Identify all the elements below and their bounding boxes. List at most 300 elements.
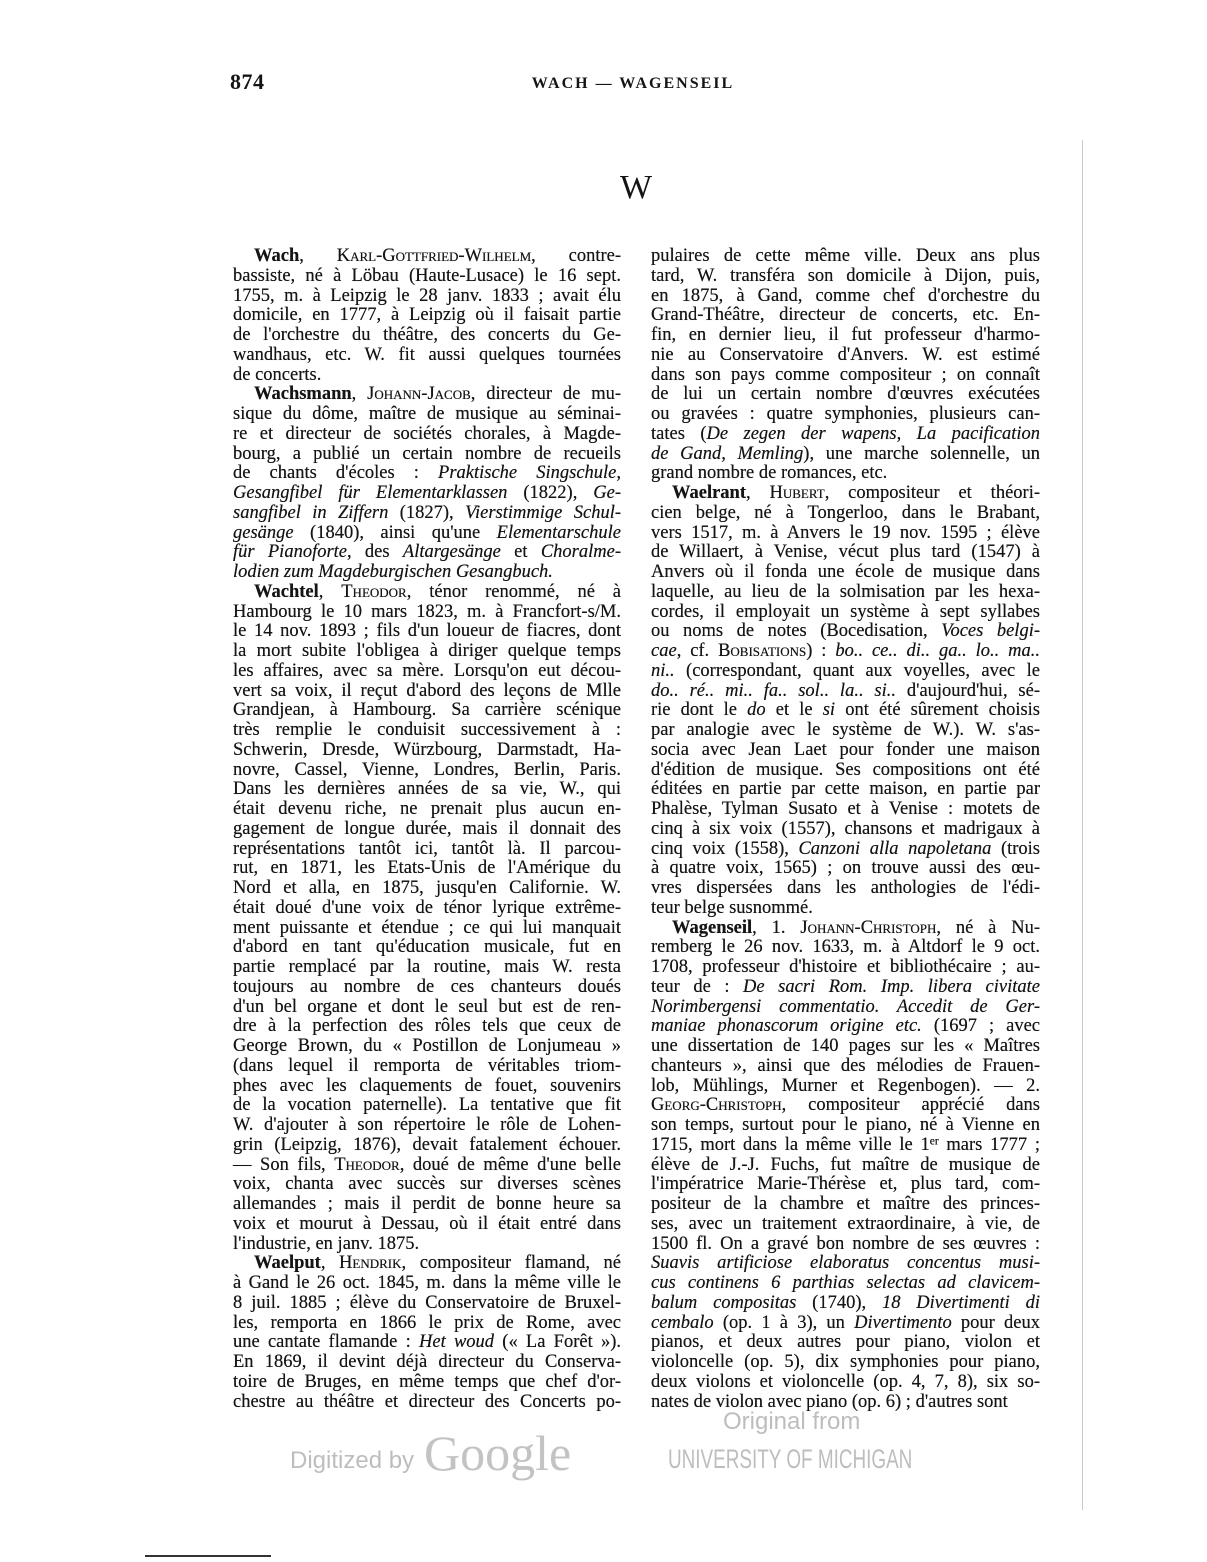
text-line	[233, 701, 621, 721]
text-line	[233, 366, 621, 386]
headword: Waelrant	[672, 483, 746, 503]
text-line	[651, 780, 1040, 800]
small-caps-name: Theodor	[334, 1154, 400, 1175]
text-run: , compositeur apprécié dans	[781, 1095, 1040, 1116]
entry-continuation	[651, 247, 1040, 484]
text-run: (« La Forêt »).	[494, 1332, 621, 1353]
small-caps-name: Johann-Jacob	[367, 384, 471, 405]
italic-text: balum compositas	[651, 1292, 797, 1313]
text-line	[233, 583, 621, 603]
text-line	[651, 425, 1040, 445]
text-line	[651, 622, 1040, 642]
text-run: , compositeur flamand, né	[401, 1253, 621, 1274]
text-run: vres dispersées dans les anthologies de l'édi-	[651, 878, 1040, 898]
text-line	[233, 603, 621, 623]
small-caps-name: Georg-Christoph	[651, 1095, 782, 1116]
text-line	[233, 721, 621, 741]
italic-text: cus continens 6 parthias selectas ad clavicem-	[651, 1273, 1040, 1293]
text-line	[651, 603, 1040, 623]
text-line	[233, 899, 621, 919]
text-line	[651, 958, 1040, 978]
small-caps-name: Theodor	[341, 581, 407, 602]
text-run: 8 juil. 1885 ; élève du Conservatoire de Bruxel-	[233, 1292, 621, 1313]
italic-text: maniae phonascorum origine etc.	[651, 1016, 922, 1037]
page-number: 874	[230, 69, 265, 94]
text-line	[651, 405, 1040, 425]
small-caps-name: Hendrik	[339, 1253, 402, 1274]
text-line	[651, 800, 1040, 820]
text-line	[233, 287, 621, 307]
text-run: 1500 fl. On a gravé bon nombre de ses œuvres :	[651, 1233, 1040, 1254]
text-run: violoncelle (op. 5), dix symphonies pour piano,	[651, 1352, 1040, 1372]
text-run: ou gravées : quatre symphonies, plusieurs can-	[651, 404, 1040, 424]
small-caps-name: Karl-Gottfried-Wilhelm	[336, 246, 532, 266]
institution-watermark: UNIVERSITY OF MICHIGAN	[668, 1444, 913, 1474]
text-line	[233, 998, 621, 1018]
italic-text: sangfibel in Ziffern	[233, 502, 389, 523]
text-run: (1827),	[388, 502, 466, 523]
text-line	[651, 1175, 1040, 1195]
italic-text: do.. ré.. mi.. fa.. sol.. la.. si..	[651, 680, 897, 701]
italic-text: do	[747, 700, 766, 721]
text-line	[651, 287, 1040, 307]
text-line	[651, 306, 1040, 326]
italic-text: Choralme-	[540, 542, 621, 563]
text-run: En 1869, il devint déjà directeur du Conserva-	[233, 1352, 621, 1372]
text-line	[233, 1037, 621, 1057]
text-run: en 1875, à Gand, comme chef d'orchestre du	[651, 285, 1040, 306]
text-run: (1697 ; avec	[921, 1016, 1040, 1037]
dictionary-entry	[233, 247, 621, 385]
text-run: représentations tantôt ici, tantôt là. Il parcou-	[233, 838, 621, 859]
italic-text: Ge-	[593, 483, 622, 503]
text-run: toujours au nombre de ces chanteurs doués	[233, 976, 621, 997]
text-run: domicile, en 1777, à Leipzig où il faisait partie	[233, 305, 621, 326]
italic-text: cae	[651, 641, 677, 661]
text-run: Schwerin, Dresde, Würzbourg, Darmstadt, Ha-	[233, 739, 621, 760]
italic-text: bo.. ce.. di.. ga.. lo.. ma..	[835, 641, 1040, 661]
google-logo-watermark: Google	[424, 1425, 572, 1481]
text-line	[651, 1274, 1040, 1294]
text-line	[651, 662, 1040, 682]
text-line	[233, 484, 621, 504]
text-line	[233, 1215, 621, 1235]
italic-text: gesänge	[233, 522, 294, 543]
text-run: de l'orchestre du théâtre, des concerts du Ge-	[233, 325, 621, 345]
page-edge-line	[1082, 140, 1083, 1510]
text-run: cordes, il employait un système à sept syllabes	[651, 601, 1040, 622]
text-line	[233, 780, 621, 800]
text-line	[651, 998, 1040, 1018]
text-line	[651, 1254, 1040, 1274]
text-run: ,	[299, 246, 337, 266]
text-run: socia avec Jean Laet pour fonder une maison	[651, 739, 1040, 760]
text-line	[233, 425, 621, 445]
text-line	[233, 1175, 621, 1195]
text-line	[233, 1254, 621, 1274]
text-line	[233, 1195, 621, 1215]
text-run: pulaires de cette même ville. Deux ans plus	[651, 246, 1040, 266]
text-run: les affaires, avec sa mère. Lorsqu'on eut décou-	[233, 660, 621, 681]
text-run: tates (	[651, 423, 707, 444]
text-run: (dans lequel il remporta de véritables triom-	[233, 1055, 621, 1076]
text-line	[233, 938, 621, 958]
text-line	[651, 267, 1040, 287]
text-line	[651, 1116, 1040, 1136]
text-run: ment puissante et étendue ; ce qui lui manquait	[233, 917, 621, 938]
headword: Wach	[254, 246, 300, 266]
text-line	[233, 1235, 621, 1255]
text-run: Anvers où il fonda une école de musique dans	[651, 562, 1040, 582]
italic-text: für Pianoforte	[233, 542, 348, 563]
text-line	[651, 741, 1040, 761]
column-right	[651, 247, 1040, 1412]
text-run: et	[500, 542, 541, 563]
text-run: wandhaus, etc. W. fit aussi quelques tournées	[233, 344, 621, 365]
text-line	[651, 1294, 1040, 1314]
text-run: teur belge susnommé.	[651, 897, 813, 918]
text-run: de la vocation paternelle). La tentative que fit	[233, 1095, 621, 1116]
text-run: — Son fils,	[233, 1154, 335, 1175]
text-line	[651, 1156, 1040, 1176]
text-run: , ténor renommé, né à	[406, 581, 622, 602]
text-run: toire de Bruges, en même temps que chef d'or-	[233, 1371, 621, 1392]
dictionary-entry	[233, 583, 621, 1255]
italic-text: de Gand, Memling	[651, 443, 804, 464]
text-run: nie au Conservatoire d'Anvers. W. est estimé	[651, 344, 1040, 365]
text-run: ,	[351, 384, 368, 405]
text-line	[233, 385, 621, 405]
text-line	[233, 820, 621, 840]
text-line	[233, 445, 621, 465]
dictionary-entry	[233, 1254, 621, 1412]
text-run: la mort subite l'obligea à diriger quelque temps	[233, 641, 621, 661]
text-run: pianos, et deux autres pour piano, violon et	[651, 1332, 1040, 1353]
text-line	[651, 326, 1040, 346]
text-run: , né à Nu-	[936, 917, 1041, 938]
text-run: l'industrie, en janv. 1875.	[233, 1233, 420, 1254]
text-run: à Gand le 26 oct. 1845, m. dans la même ville le	[233, 1273, 621, 1293]
text-line	[651, 1096, 1040, 1116]
text-line	[651, 1333, 1040, 1353]
text-run: fin, en dernier lieu, il fut professeur d'harmo-	[651, 325, 1040, 345]
text-run: d'un bel organe et dont le seul but est de ren-	[233, 996, 621, 1017]
text-line	[233, 1136, 621, 1156]
text-line	[233, 524, 621, 544]
text-run: Dans les dernières années de sa vie, W., qui	[233, 779, 621, 800]
text-run: rut, en 1871, les Etats-Unis de l'Amérique du	[233, 858, 621, 879]
text-run: 1755, m. à Leipzig le 28 janv. 1833 ; avait élu	[233, 285, 621, 306]
text-line	[651, 346, 1040, 366]
text-run: , des	[347, 542, 403, 563]
text-run: bourg, a publié un certain nombre de recueils	[233, 443, 621, 464]
text-run: chestre au théâtre et directeur des Concerts po-	[233, 1391, 621, 1412]
text-run: George Brown, du « Postillon de Lonjumeau »	[233, 1036, 621, 1056]
text-run: éditées en partie par cette maison, en partie par	[651, 779, 1040, 800]
text-line	[233, 662, 621, 682]
text-run: dre à la perfection des rôles tels que ceux de	[233, 1016, 621, 1037]
headword: Waelput	[254, 1253, 321, 1274]
text-run: était doué d'une voix de ténor lyrique extrême-	[233, 897, 621, 918]
text-run: nates de violon avec piano (op. 6) ; d'autres sont	[651, 1391, 1008, 1412]
text-line	[651, 1077, 1040, 1097]
text-run: allemandes ; mais il perdit de bonne heure sa	[233, 1194, 621, 1214]
text-run: Nord et alla, en 1875, jusqu'en Californie. W.	[233, 878, 621, 898]
italic-text: cembalo	[651, 1312, 714, 1333]
text-line	[651, 1195, 1040, 1215]
text-run: était devenu riche, ne prenait plus aucun en-	[233, 799, 621, 819]
text-line	[651, 761, 1040, 781]
text-run: sique du dôme, maître de musique au séminai-	[233, 404, 621, 424]
dictionary-entry	[651, 484, 1040, 919]
text-line	[233, 326, 621, 346]
text-line	[651, 1373, 1040, 1393]
text-run: de concerts.	[233, 364, 322, 385]
italic-text: Praktische Singschule,	[438, 463, 622, 484]
text-run: cien belge, né à Tongerloo, dans le Brabant,	[651, 502, 1040, 523]
headword: Wachsmann	[254, 384, 352, 405]
text-run: Hambourg le 10 mars 1823, m. à Francfort-s/M.	[233, 601, 621, 622]
text-run: tard, W. transféra son domicile à Dijon, puis,	[651, 265, 1040, 286]
italic-text: Norimbergensi commentatio. Accedit de Ger-	[651, 996, 1040, 1017]
text-run: deux violons et violoncelle (op. 4, 7, 8), six so-	[651, 1371, 1040, 1392]
text-run: une dissertation de 140 pages sur les « Maîtres	[651, 1036, 1040, 1056]
text-run: élève de J.-J. Fuchs, fut maître de musique de	[651, 1154, 1040, 1175]
text-run: vers 1517, m. à Anvers le 19 nov. 1595 ; élève	[651, 522, 1040, 543]
text-run: ,	[318, 581, 342, 602]
small-caps-name: Hubert	[769, 483, 825, 503]
italic-text: Voces belgi-	[941, 621, 1040, 642]
text-run: pour deux	[951, 1312, 1040, 1333]
column-left	[233, 247, 621, 1412]
text-line	[233, 1057, 621, 1077]
text-run: (1822),	[507, 483, 594, 503]
text-run: bassiste, né à Löbau (Haute-Lusace) le 16 sept.	[233, 265, 621, 286]
text-run: très remplie le conduisit successivement à :	[233, 720, 621, 740]
text-run: ont été sûrement choisis	[835, 700, 1040, 721]
text-run: , compositeur et théori-	[824, 483, 1040, 503]
text-run: novre, Cassel, Vienne, Londres, Berlin, Paris.	[233, 759, 621, 780]
italic-text: ni..	[651, 660, 675, 681]
small-caps-name: Johann-Christoph	[800, 917, 937, 938]
text-line	[651, 899, 1040, 919]
text-line	[233, 1294, 621, 1314]
text-line	[651, 445, 1040, 465]
text-line	[651, 563, 1040, 583]
text-run: phes avec les claquements de fouet, souvenirs	[233, 1075, 621, 1096]
dictionary-entry	[651, 919, 1040, 1413]
text-run: l'impératrice Marie-Thérèse et, plus tard, com-	[651, 1174, 1040, 1195]
text-line	[651, 583, 1040, 603]
text-line	[651, 484, 1040, 504]
text-run: mars 1777 ;	[938, 1134, 1040, 1155]
original-from-watermark: Original from	[723, 1408, 861, 1435]
text-line	[233, 1116, 621, 1136]
text-line	[651, 859, 1040, 879]
text-line	[233, 800, 621, 820]
text-line	[651, 464, 1040, 484]
text-run: d'édition de musique. Ses compositions ont été	[651, 759, 1040, 780]
text-run: , contre-	[531, 246, 621, 266]
text-line	[233, 741, 621, 761]
text-run: à quatre voix, 1565) ; on trouve aussi des œu-	[651, 858, 1040, 879]
italic-text: si	[822, 700, 836, 721]
text-line	[233, 504, 621, 524]
small-caps-name: Bobisations	[718, 641, 807, 661]
text-line	[651, 919, 1040, 939]
text-line	[233, 306, 621, 326]
scan-edge-mark	[145, 1555, 271, 1557]
text-run: ) :	[806, 641, 836, 661]
italic-text: De sacri Rom. Imp. libera civitate	[743, 976, 1040, 997]
text-run: ), une marche solennelle, un	[803, 443, 1040, 464]
text-line	[651, 543, 1040, 563]
text-run: dans son pays comme compositeur ; on connaît	[651, 364, 1040, 385]
text-run: grand nombre de romances, etc.	[651, 463, 888, 484]
text-line	[651, 524, 1040, 544]
text-run: ses, avec un traitement extraordinaire, à vie, de	[651, 1213, 1040, 1234]
text-run: (1840), ainsi qu'une	[293, 522, 497, 543]
text-line	[651, 1314, 1040, 1334]
running-title: WACH — WAGENSEIL	[531, 75, 735, 92]
text-line	[233, 563, 621, 583]
text-run: d'aujourd'hui, sé-	[896, 680, 1040, 701]
text-line	[233, 346, 621, 366]
italic-text: Canzoni alla napoletana	[798, 838, 992, 859]
text-line	[651, 504, 1040, 524]
text-run: remberg le 26 nov. 1633, m. à Altdorf le 9 oct.	[651, 937, 1040, 958]
text-run: Phalèse, Tylman Susato et à Venise : motets de	[651, 799, 1040, 819]
text-line	[233, 247, 621, 267]
text-run: partie remplacé par la routine, mais W. resta	[233, 957, 621, 977]
text-line	[233, 543, 621, 563]
text-run: par analogie avec le système de W.). W. s'as-	[651, 720, 1040, 740]
text-line	[651, 1215, 1040, 1235]
text-line	[651, 721, 1040, 741]
text-run: de Willaert, à Venise, vécut plus tard (1547) à	[651, 542, 1040, 563]
text-run: Grandjean, à Hambourg. Sa carrière scénique	[233, 700, 621, 721]
text-run: et le	[765, 700, 823, 721]
text-line	[233, 1393, 621, 1413]
text-run: re et directeur de sociétés chorales, à Magde-	[233, 423, 621, 444]
text-run: vert sa voix, il reçut d'abord des leçons de Mlle	[233, 680, 621, 701]
text-line	[651, 938, 1040, 958]
text-run: lob, Mühlings, Murner et Regenbogen). — 2.	[651, 1075, 1040, 1096]
text-run: ,	[746, 483, 770, 503]
text-run: teur de :	[651, 976, 744, 997]
text-line	[233, 958, 621, 978]
text-line	[233, 267, 621, 287]
text-run: Grand-Théâtre, directeur de concerts, etc. En-	[651, 305, 1040, 326]
text-run: rie dont le	[651, 700, 748, 721]
italic-text: Het woud	[419, 1332, 495, 1353]
text-line	[651, 1017, 1040, 1037]
text-line	[651, 879, 1040, 899]
text-run: voix et mourut à Dessau, où il était entré dans	[233, 1213, 621, 1234]
text-line	[651, 1057, 1040, 1077]
text-run: 1708, professeur d'histoire et bibliothécaire ; au-	[651, 957, 1040, 977]
text-run: W. d'ajouter à son répertoire le rôle de Lohen-	[233, 1115, 621, 1135]
text-line	[651, 247, 1040, 267]
text-line	[233, 1314, 621, 1334]
headword: Wagenseil	[672, 917, 753, 938]
text-line	[651, 840, 1040, 860]
text-run: , directeur de mu-	[470, 384, 622, 405]
text-line	[233, 464, 621, 484]
text-run: d'abord en tant qu'éducation musicale, fut en	[233, 937, 621, 958]
text-line	[651, 682, 1040, 702]
text-line	[651, 1235, 1040, 1255]
text-line	[651, 820, 1040, 840]
text-line	[233, 1017, 621, 1037]
text-run: positeur de la chambre et maître des princes-	[651, 1194, 1040, 1214]
text-line	[233, 405, 621, 425]
text-run: son temps, surtout pour le piano, né à Vienne en	[651, 1115, 1040, 1135]
dictionary-entry	[233, 385, 621, 583]
text-run: cinq à six voix (1557), chansons et madrigaux à	[651, 818, 1040, 839]
text-line	[651, 978, 1040, 998]
text-line	[233, 1373, 621, 1393]
text-run: gagement de longue durée, mais il donnait des	[233, 818, 621, 839]
text-run: chanteurs », ainsi que des mélodies de Frauen-	[651, 1055, 1040, 1076]
text-line	[651, 1353, 1040, 1373]
text-line	[233, 978, 621, 998]
text-run: voix, chanta avec succès sur diverses scènes	[233, 1174, 621, 1195]
text-line	[233, 761, 621, 781]
digitized-by-watermark: Digitized by	[290, 1447, 415, 1474]
text-line	[651, 385, 1040, 405]
text-run: , doué de même d'une belle	[399, 1154, 621, 1175]
italic-text: Elementarschule	[496, 522, 621, 543]
text-run: (1740),	[796, 1292, 882, 1313]
text-line	[233, 642, 621, 662]
italic-text: Gesangfibel für Elementarklassen	[233, 483, 508, 503]
text-line	[233, 682, 621, 702]
italic-text: Divertimento	[854, 1312, 952, 1333]
italic-text: Vierstimmige Schul-	[465, 502, 621, 523]
text-run: , cf.	[676, 641, 719, 661]
text-run: (trois	[991, 838, 1041, 859]
text-run: cinq voix (1558),	[651, 838, 799, 859]
text-line	[233, 859, 621, 879]
text-run: 1715, mort dans la même ville le 1	[651, 1134, 930, 1155]
text-run: de chants d'écoles :	[233, 463, 439, 484]
text-run: de lui un certain nombre d'œuvres exécutées	[651, 384, 1040, 405]
text-line	[233, 919, 621, 939]
text-line	[651, 701, 1040, 721]
text-run: , 1.	[752, 917, 801, 938]
text-run: les, remporta en 1866 le prix de Rome, avec	[233, 1312, 621, 1333]
italic-text: De zegen der wapens, La pacification	[706, 423, 1041, 444]
text-line	[233, 1077, 621, 1097]
italic-text: Suavis artificiose elaboratus concentus musi-	[651, 1253, 1040, 1274]
text-run: (op. 1 à 3), un	[713, 1312, 855, 1333]
text-line	[651, 642, 1040, 662]
text-line	[651, 366, 1040, 386]
headword: Wachtel	[254, 581, 319, 602]
text-line	[651, 1136, 1040, 1156]
text-run: ,	[320, 1253, 340, 1274]
text-run: (correspondant, quant aux voyelles, avec le	[674, 660, 1040, 681]
italic-text: lodien zum Magdeburgischen Gesangbuch.	[233, 562, 553, 582]
text-line	[233, 1096, 621, 1116]
italic-text: 18 Divertimenti di	[881, 1292, 1040, 1313]
section-letter-heading: W	[619, 169, 653, 206]
text-line	[233, 622, 621, 642]
text-run: ou noms de notes (Bocedisation,	[651, 621, 942, 642]
text-run: le 14 nov. 1893 ; fils d'un loueur de fiacres, dont	[233, 621, 621, 642]
text-line	[233, 1274, 621, 1294]
